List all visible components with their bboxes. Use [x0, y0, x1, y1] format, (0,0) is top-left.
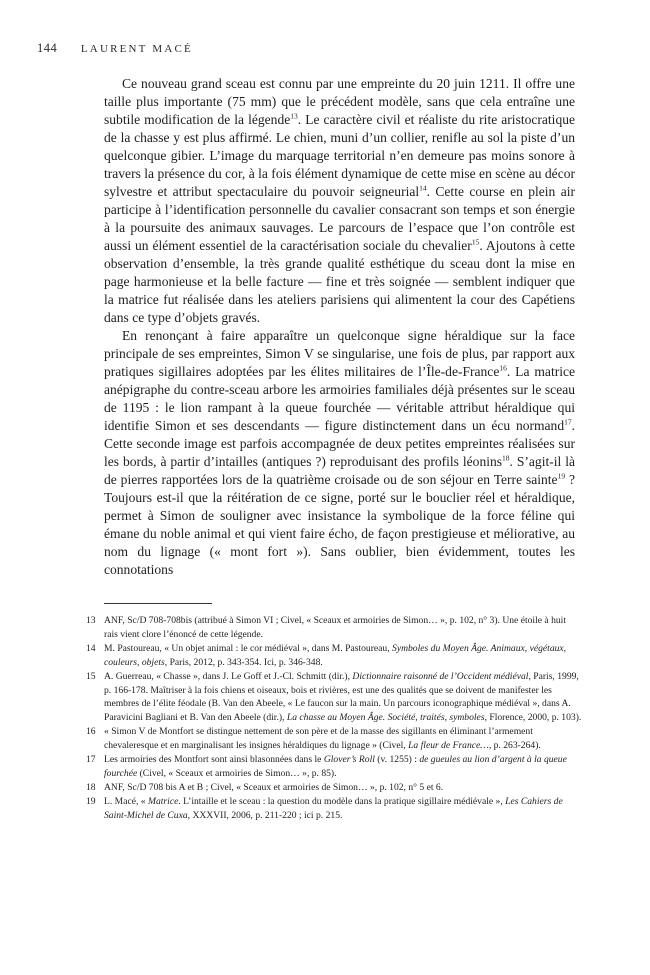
footnote-text	[104, 781, 582, 795]
italic-title: Matrice	[147, 795, 179, 807]
italic-title: Les Cahiers de Saint-Michel de Cuxa	[104, 795, 563, 821]
italic-title: Glover’s Roll	[323, 754, 375, 766]
italic-title: de gueules au lion d’argent à la queue fourchée	[104, 754, 567, 779]
running-head-author: LAURENT MACÉ	[80, 43, 193, 55]
footnote	[86, 725, 582, 753]
text-run: Ce nouveau grand sceau est connu par une empreinte du 20 juin 1211. Il offre une taille plus importante (75 mm) que le précédent modèle, sans que cela entraîne une subtile modification de la légende	[104, 76, 575, 127]
italic-title: La chasse au Moyen Âge. Société, traités, symboles	[286, 712, 485, 724]
text-run: , p. 263-264).	[488, 740, 541, 752]
footnote	[86, 642, 582, 670]
text-run: . Ajoutons à cette observation d’ensemble, la très grande qualité esthétique du sceau dont la mise en page harmonieuse et la belle facture — fine et très soignée — semblent indiquer que la matrice fut réalisée dans les ateliers parisiens qui alimentent la cour des Capétiens dans ce type d’objets gravés.	[104, 238, 575, 325]
footnote-text	[104, 753, 582, 781]
text-run: , Paris, 2012, p. 343-354. Ici, p. 346-348.	[164, 656, 323, 668]
footnote-number: 18	[86, 781, 96, 793]
footnote-number: 16	[86, 726, 96, 738]
text-run: . Le caractère civil et réaliste du rite aristocratique de la chasse y est plus affirmé. Le chien, muni d’un collier, renifle au sol la piste d’un quelconque gibier. L’image du marquage territorial n’en demeure pas moins sonore à travers la présence du cor, à la fois élément dynamique de cette mise en scène au décor sylvestre et attribut spectaculaire du pouvoir seigneurial	[104, 112, 576, 199]
footnote	[86, 781, 582, 795]
footnote-ref: 17	[564, 417, 572, 427]
running-head	[37, 41, 597, 56]
text-run: (v. 1255) :	[374, 754, 420, 766]
footnote	[86, 795, 582, 823]
italic-title: Symboles du Moyen Âge. Animaux, végétaux, couleurs, objets	[104, 642, 567, 668]
text-run: . S’agit-il là de pierres rapportées lors de la quatrième croisade ou de son séjour en Terre sainte	[104, 454, 575, 487]
footnote-text	[104, 670, 582, 726]
text-run: A. Guerreau, « Chasse », dans J. Le Goff et J.-Cl. Schmitt (dir.),	[104, 670, 353, 682]
footnote-text	[104, 642, 582, 670]
footnote-number: 17	[86, 754, 96, 766]
footnote-ref: 19	[557, 471, 566, 481]
text-run: . Cette course en plein air participe à l’identification personnelle du cavalier consacrant son temps et son énergie à la poursuite des animaux sauvages. Le parcours de l’espace que l’on contrôle est aussi un élément essentiel de la caractérisation sociale du chevalier	[104, 184, 575, 253]
footnote-number: 13	[86, 615, 96, 626]
text-run: « Simon V de Montfort se distingue nettement de son père et de la masse des sigillants en éliminant l’armement chevaleresque et en marginalisant les insignes héraldiques du lignage » (Civel,	[104, 726, 533, 752]
text-run: M. Pastoureau, « Un objet animal : le cor médiéval », dans M. Pastoureau,	[104, 642, 393, 654]
text-run: . L’intaille et le sceau : la question du modèle dans la pratique sigillaire médiévale »,	[178, 795, 506, 807]
footnote	[86, 670, 582, 726]
text-run: (Civel, « Sceaux et armoiries de Simon… », p. 85).	[137, 767, 337, 779]
footnote-ref: 15	[471, 237, 480, 247]
footnote-number: 19	[86, 795, 96, 807]
paragraph-2	[104, 327, 575, 579]
text-run: . Cette seconde image est parfois accompagnée de deux petites empreintes réalisées sur les bords, à partir d’intailles (antiques ?) reproduisant des profils léonins	[104, 418, 575, 469]
text-run: , Paris, 1999, p. 166-178. Maîtriser à la fois chiens et oiseaux, bois et rivières, est une des qualités que se doivent de manifester les membres de l’élite féodale (B. Van den Abeele, « Le faucon sur la main. Un parcours iconographique médiéval », dans A. Paravicini Bagliani et B. Van den Abeele (dir.),	[104, 670, 579, 724]
italic-title: La fleur de France…	[408, 740, 489, 752]
footnote-number: 15	[86, 670, 96, 682]
footnote-separator	[104, 603, 212, 604]
text-run: , Florence, 2000, p. 103).	[484, 712, 582, 724]
footnote-text	[104, 795, 582, 823]
footnote-ref: 16	[499, 363, 507, 373]
footnote	[86, 753, 582, 781]
footnote	[86, 614, 582, 642]
text-run: , XXXVII, 2006, p. 211-220 ; ici p. 215.	[187, 809, 343, 821]
text-run: ? Toujours est-il que la réitération de ce signe, porté sur le bouclier réel et héraldique, permet à Simon de souligner avec insistance la symbolique de la force féline qui émane du noble animal et qui vient faire écho, de façon prestigieuse et méliorative, au nom du lignage (« mont fort »). Sans oublier, bien évidemment, toutes les connotations	[104, 472, 575, 577]
text-run: L. Macé, «	[104, 795, 148, 807]
footnote-number: 14	[86, 642, 96, 654]
footnote-ref: 14	[419, 183, 427, 193]
footnote-ref: 13	[290, 111, 298, 121]
text-run: . La matrice anépigraphe du contre-sceau arbore les armoiries familiales déjà présentes sur le sceau de 1195 : le lion rampant à la queue fourchée — véritable attribut héraldique qui identifie Simon et ses descendants — figure distinctement dans un écu normand	[104, 364, 576, 433]
text-run: Les armoiries des Montfort sont ainsi blasonnées dans le	[104, 754, 324, 766]
page-number: 144	[37, 41, 58, 55]
text-run: ANF, Sc/D 708 bis A et B ; Civel, « Sceaux et armoiries de Simon… », p. 102, n° 5 et 6.	[104, 781, 444, 793]
paragraph-1	[104, 75, 575, 327]
text-run: En renonçant à faire apparaître un quelconque signe héraldique sur la face principale de ses empreintes, Simon V se singularise, une fois de plus, par rapport aux pratiques sigillaires adoptées par les élites militaires de l’Île-de-France	[104, 328, 575, 379]
footnote-ref: 18	[502, 453, 510, 463]
text-run: ANF, Sc/D 708-708bis (attribué à Simon VI ; Civel, « Sceaux et armoiries de Simon… », p. 102, n° 3). Une étoile à huit rais vient clore l’énoncé de cette légende.	[104, 615, 566, 640]
footnote-text	[104, 725, 582, 753]
main-text	[104, 75, 575, 579]
italic-title: Dictionnaire raisonné de l’Occident médiéval	[352, 670, 529, 682]
footnotes	[86, 614, 582, 823]
footnote-text	[104, 614, 582, 642]
